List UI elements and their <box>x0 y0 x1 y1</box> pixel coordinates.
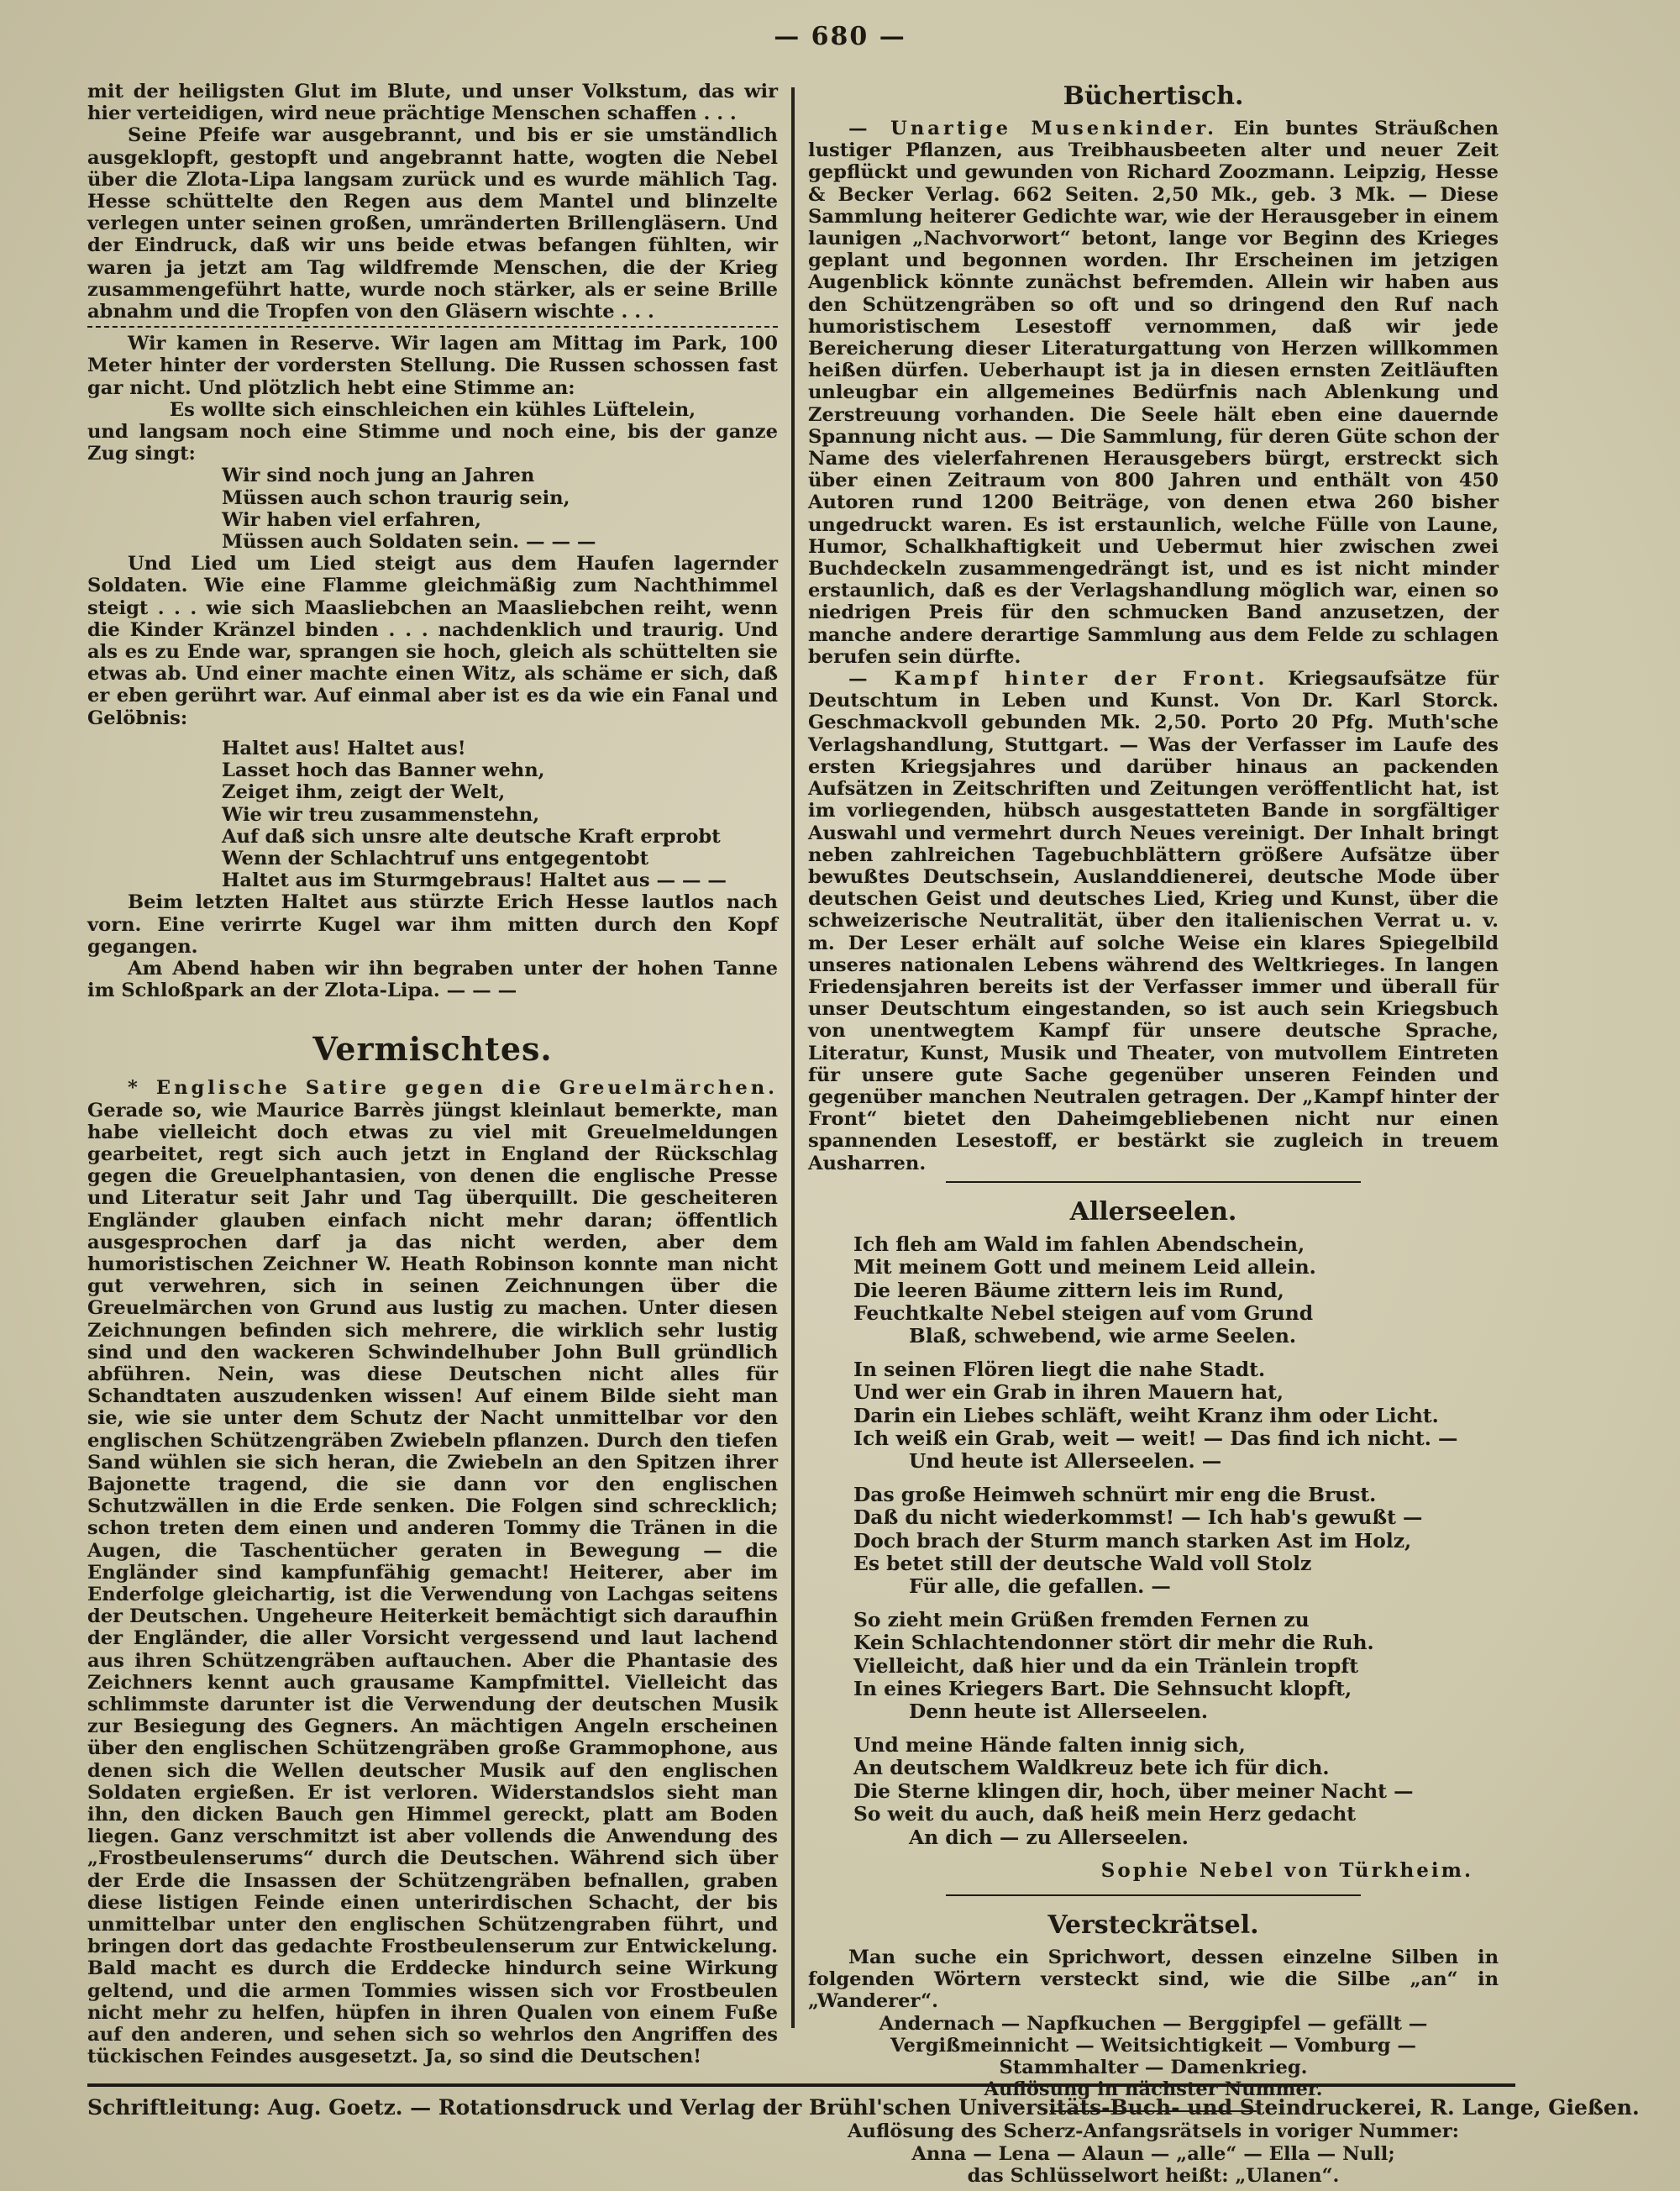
riddle-line: Andernach — Napfkuchen — Berggipfel — gefällt — <box>879 2012 1428 2035</box>
story-paragraph: mit der heiligsten Glut im Blute, und unser Volkstum, das wir hier verteidigen, wird neue prächtige Menschen schaffen . . . <box>87 81 778 125</box>
column-divider <box>791 87 795 2028</box>
heading-buechertisch: Büchertisch. <box>1063 81 1244 111</box>
song-line: Zeiget ihm, zeigt der Welt, <box>222 781 506 804</box>
story-paragraph: Beim letzten Haltet aus stürzte Erich Hesse lautlos nach vorn. Eine verirrte Kugel war ihm mitten durch den Kopf gegangen. <box>87 891 778 958</box>
riddle-text: Man suche ein Sprichwort, dessen einzelne Silben in folgenden Wörtern versteckt sind, wie die Silbe „an“ in „Wanderer“. <box>808 1946 1499 2013</box>
story-paragraph: Seine Pfeife war ausgebrannt, und bis er sie umständlich ausgeklopft, gestopft und angebrannt hatte, wogten die Nebel über die Zlota-Lipa langsam zurück und es wurde mählich Tag. Hesse schüttelte den Regen aus dem Mantel und blinzelte verlegen unter seinen großen, umränderten Brillengläsern. Und der Eindruck, daß wir uns beide etwas befangen fühlten, wir waren ja jetzt am Tag wildfremde Menschen, die der Krieg zusammengeführt hatte, wurde noch stärker, als er seine Brille abnahm und die Tropfen von den Gläsern wischte . . . <box>87 124 778 323</box>
poem-stanza <box>853 1609 1499 1724</box>
song-line: Lasset hoch das Banner wehn, <box>222 759 545 782</box>
song-line: Wir haben viel erfahren, <box>222 508 482 531</box>
heading-allerseelen: Allerseelen. <box>1069 1196 1237 1227</box>
page-number: — 680 — <box>774 22 906 51</box>
poem-line: Ich fleh am Wald im fahlen Abendschein, <box>853 1232 1305 1256</box>
song-line: Müssen auch schon traurig sein, <box>222 486 570 509</box>
song-line: Wie wir treu zusammenstehn, <box>222 803 540 826</box>
song-line: Müssen auch Soldaten sein. — — — <box>222 531 596 554</box>
poem-line: Kein Schlachtendonner stört dir mehr die Ruh. <box>853 1631 1374 1655</box>
poem-line: An deutschem Waldkreuz bete ich für dich. <box>853 1756 1330 1780</box>
poem-line: Vielleicht, daß hier und da ein Tränlein tropft <box>853 1653 1359 1678</box>
song-line: Haltet aus im Sturmgebraus! Haltet aus — — — <box>222 870 727 892</box>
poem-line: Die Sterne klingen dir, hoch, über meiner Nacht — <box>853 1779 1414 1803</box>
poem-line: An dich — zu Allerseelen. <box>909 1825 1189 1849</box>
section-rule <box>946 1181 1360 1183</box>
poem-line: In seinen Flören liegt die nahe Stadt. <box>853 1357 1266 1381</box>
dashed-separator <box>87 326 778 328</box>
poem-line: Und meine Hände falten innig sich, <box>853 1732 1246 1757</box>
right-column <box>808 81 1499 2187</box>
story-paragraph: Und Lied um Lied steigt aus dem Haufen lagernder Soldaten. Wie eine Flamme gleichmäßig zum Nachthimmel steigt . . . wie sich Maasliebchen an Maasliebchen reiht, wenn die Kinder Kränzel binden . . . nachdenklich und traurig. Und als es zu Ende war, sprangen sie hoch, gleich als schüttelten sie etwas ab. Und einer machte einen Witz, als schäme er sich, daß er eben gerührt war. Auf einmal aber ist es da wie ein Fanal und Gelöbnis: <box>87 553 778 729</box>
song-line: Wenn der Schlachtruf uns entgegentobt <box>222 847 649 870</box>
solution-line: das Schlüsselwort heißt: „Ulanen“. <box>967 2164 1340 2187</box>
article-body: Gerade so, wie Maurice Barrès jüngst kleinlaut bemerkte, man habe vielleicht doch etwas zu viel mit Greuelmeldungen gearbeitet, regt sich auch jetzt in England der Rückschlag gegen die Greuelphantasien, von denen die englische Presse und Literatur seit Jahr und Tag überquillt. Die gescheiteren Engländer glauben einfach nicht mehr daran; öffentlich ausgesprochen darf ja das nicht werden, aber dem humoristischen Zeichner W. Heath Robinson konnte man nicht gut verwehren, sich in seinen Zeichnungen über die Greuelmärchen von Grund aus lustig zu machen. Unter diesen Zeichnungen befinden sich mehrere, die wirklich sehr lustig sind und den wackeren Schwindelhuber John Bull gründlich abführen. Nein, was diese Deutschen nicht alles für Schandtaten auszudenken wissen! Auf einem Bilde sieht man sie, wie sie unter dem Schutz der Nacht unmittelbar vor den englischen Schützengräben Zwiebeln pflanzen. Durch den tiefen Sand wühlen sie sich heran, die Zwiebeln an den Spitzen ihrer Bajonette tragend, die sie dann vor den englischen Schutzwällen in die Erde senken. Die Folgen sind schrecklich; schon treten dem einen und anderen Tommy die Tränen in die Augen, die Taschentücher geraten in Bewegung — die Engländer sind kampfunfähig gemacht! Heiterer, aber im Enderfolge gleichartig, ist die Verwendung von Lachgas seitens der Deutschen. Ungeheure Heiterkeit bemächtigt sich daraufhin der Engländer, die aller Vorsicht vergessend und laut lachend aus ihren Schützengräben auftauchen. Aber die Phantasie des Zeichners kennt auch grausame Kampfmittel. Vielleicht das schlimmste darunter ist die Verwendung der deutschen Musik zur Besiegung des Gegners. An mächtigen Angeln erscheinen über den englischen Schützengräben große Grammophone, aus denen sich die Wellen deutscher Musik auf den englischen Soldaten ergießen. Er ist verloren. Widerstandslos sieht man ihn, den dicken Bauch gen Himmel gereckt, platt am Boden liegen. Ganz verschmitzt ist aber vollends die Anwendung des „Frostbeulenserums“ durch die Deutschen. Während sich über der Erde die Insassen der Schützengräben befnallen, graben diese listigen Feinde einen unterirdischen Schacht, der bis unmittelbar unter den englischen Schützengraben führt, und bringen dort das gedachte Frostbeulenserum zur Entwickelung. Bald macht es durch die Erddecke hindurch seine Wirkung geltend, und die armen Tommies wissen sich vor Frostbeulen nicht mehr zu helfen, hüpfen in ihren Qualen von einem Fuße auf den anderen, und sehen sich so wehrlos den Angriffen des tückischen Feindes ausgesetzt. Ja, so sind die Deutschen! <box>87 1099 778 2068</box>
story-paragraph: Am Abend haben wir ihn begraben unter der hohen Tanne im Schloßpark an der Zlota-Lipa. — — — <box>87 957 778 1002</box>
poem-line: So zieht mein Grüßen fremden Fernen zu <box>853 1607 1310 1631</box>
poem-line: Mit meinem Gott und meinem Leid allein. <box>853 1255 1316 1279</box>
poem-line: Die leeren Bäume zittern leis im Rund, <box>853 1278 1284 1302</box>
poem-line: Für alle, die gefallen. — <box>909 1574 1171 1599</box>
poem-line: Das große Heimweh schnürt mir eng die Brust. <box>853 1482 1377 1506</box>
song-line: Es wollte sich einschleichen ein kühles Lüftelein, <box>169 398 696 421</box>
book-review: Ein buntes Sträußchen lustiger Pflanzen, aus Treibhausbeeten alter und neuer Zeit gepflückt und gewunden von Richard Zoozmann. Leipzig, Hesse & Becker Verlag. 662 Seiten. 2,50 Mk., geb. 3 Mk. — Diese Sammlung heiterer Gedichte war, wie der Herausgeber in einem launigen „Nachvorwort“ betont, lange vor Beginn des Krieges geplant und begonnen worden. Ihr Erscheinen im jetzigen Augenblick könnte zunächst befremden. Allein wir haben aus den Schützengräben so oft und so dringend den Ruf nach humoristischem Lesestoff vernommen, daß wir jede Bereicherung dieser Literaturgattung von Herzen willkommen heißen dürfen. Ueberhaupt ist ja in diesen ernsten Zeitläuften unleugbar ein allgemeines Bedürfnis nach Ablenkung und Zerstreuung vorhanden. Die Seele hält eben eine dauernde Spannung nicht aus. — Die Sammlung, für deren Güte schon der Name des vielerfahrenen Herausgebers bürgt, erstreckt sich über einen Zeitraum von 800 Jahren und enthält von 450 Autoren rund 1200 Beiträge, von denen etwa 260 bisher ungedruckt waren. Es ist erstaunlich, welche Fülle von Laune, Humor, Schalkhaftigkeit und Uebermut hier zwischen zwei Buchdeckeln zusammengedrängt ist, und es ist nicht minder erstaunlich, daß es der Verlagshandlung möglich war, einen so niedrigen Preis für den schmucken Band anzusetzen, der manche andere derartige Sammlung aus dem Felde zu schlagen berufen sein dürfte. <box>808 118 1499 668</box>
poem-line: Und wer ein Grab in ihren Mauern hat, <box>853 1380 1284 1405</box>
poem-stanza <box>853 1484 1499 1599</box>
section-rule <box>946 1894 1360 1896</box>
poem-line: So weit du auch, daß heiß mein Herz gedacht <box>853 1802 1357 1826</box>
poem-line: Blaß, schwebend, wie arme Seelen. <box>909 1324 1297 1348</box>
left-column <box>87 81 778 2068</box>
poem-line: In eines Kriegers Bart. Die Sehnsucht klopft, <box>853 1677 1352 1701</box>
article-lead: * Englische Satire gegen die Greuelmärchen. <box>128 1077 778 1100</box>
heading-versteckraetsel: Versteckrätsel. <box>1047 1910 1259 1940</box>
poem-line: Ich weiß ein Grab, weit — weit! — Das find ich nicht. — <box>853 1427 1458 1450</box>
poem-allerseelen <box>853 1233 1499 1849</box>
footer-rule-top <box>87 2083 1515 2087</box>
poem-stanza <box>853 1358 1499 1474</box>
song-verse-1 <box>222 465 778 553</box>
book-title: — Kampf hinter der Front. <box>848 668 1268 691</box>
imprint-footer: Schriftleitung: Aug. Goetz. — Rotationsdruck und Verlag der Brühl'schen Universitäts-Buch- und Steindruckerei, R. Lange, Gießen. <box>87 2095 1640 2120</box>
poem-line: Darin ein Liebes schläft, weiht Kranz ihm oder Licht. <box>853 1403 1439 1427</box>
book-title: — Unartige Musenkinder. <box>848 118 1218 139</box>
poem-line: Feuchtkalte Nebel steigen auf vom Grund <box>853 1300 1314 1325</box>
riddle-line: Auflösung in nächster Nummer. <box>984 2078 1323 2101</box>
story-paragraph: und langsam noch eine Stimme und noch eine, bis der ganze Zug singt: <box>87 421 778 465</box>
song-line: Haltet aus! Haltet aus! <box>222 737 466 759</box>
poem-line: Daß du nicht wiederkommst! — Ich hab's gewußt — <box>853 1505 1423 1530</box>
poem-stanza <box>853 1734 1499 1849</box>
story-paragraph: Wir kamen in Reserve. Wir lagen am Mittag im Park, 100 Meter hinter der vordersten Stellung. Die Russen schossen fast gar nicht. Und plötzlich hebt eine Stimme an: <box>87 333 778 399</box>
poem-line: Und heute ist Allerseelen. — <box>909 1449 1222 1474</box>
poem-author: Sophie Nebel von Türkheim. <box>1100 1858 1473 1882</box>
solution-line: Anna — Lena — Alaun — „alle“ — Ella — Null; <box>911 2142 1395 2165</box>
riddle-line: Vergißmeinnicht — Weitsichtigkeit — Vomburg — <box>890 2034 1416 2057</box>
poem-line: Doch brach der Sturm manch starken Ast im Holz, <box>853 1528 1412 1553</box>
heading-vermischtes: Vermischtes. <box>312 1030 553 1069</box>
poem-stanza <box>853 1233 1499 1348</box>
solution-line: Auflösung des Scherz-Anfangsrätsels in voriger Nummer: <box>848 2120 1459 2143</box>
poem-line: Denn heute ist Allerseelen. <box>909 1700 1209 1724</box>
book-review: Kriegsaufsätze für Deutschtum in Leben und Kunst. Von Dr. Karl Storck. Geschmackvoll gebunden Mk. 2,50. Porto 20 Pfg. Muth'sche Verlagshandlung, Stuttgart. — Was der Verfasser im Laufe des ersten Kriegsjahres und darüber hinaus an packenden Aufsätzen in Zeitschriften und Zeitungen veröffentlicht hat, ist im vorliegenden, hübsch ausgestatteten Bande in sorgfältiger Auswahl und vermehrt durch Neues vereinigt. Der Inhalt bringt neben zahlreichen Tagebuchblättern größere Aufsätze über bewußtes Deutschsein, Auslanddienerei, deutsche Mode über deutschen Geist und deutsches Lied, Krieg und Kunst, über die schweizerische Neutralität, über den italienischen Verrat u. v. m. Der Leser erhält auf solche Weise ein klares Spiegelbild unseres nationalen Lebens während des Weltkrieges. In langen Friedensjahren bereits ist der Verfasser immer und überall für unser Deutschtum eingestanden, so ist auch sein Kriegsbuch von unentwegtem Kampf für unsere deutsche Sprache, Literatur, Kunst, Musik und Theater, von mutvollem Eintreten für unsere gute Sache gegenüber unseren Feinden und gegenüber manchen Neutralen getragen. Der „Kampf hinter der Front“ bietet den Daheimgebliebenen nicht nur einen spannenden Lesestoff, er bestärkt sie zugleich in treuem Ausharren. <box>808 668 1499 1174</box>
song-line: Auf daß sich unsre alte deutsche Kraft erprobt <box>222 825 721 848</box>
song-line: Wir sind noch jung an Jahren <box>222 465 535 487</box>
poem-line: Es betet still der deutsche Wald voll Stolz <box>853 1552 1312 1576</box>
riddle-line: Stammhalter — Damenkrieg. <box>999 2056 1308 2078</box>
song-verse-2 <box>222 738 778 891</box>
